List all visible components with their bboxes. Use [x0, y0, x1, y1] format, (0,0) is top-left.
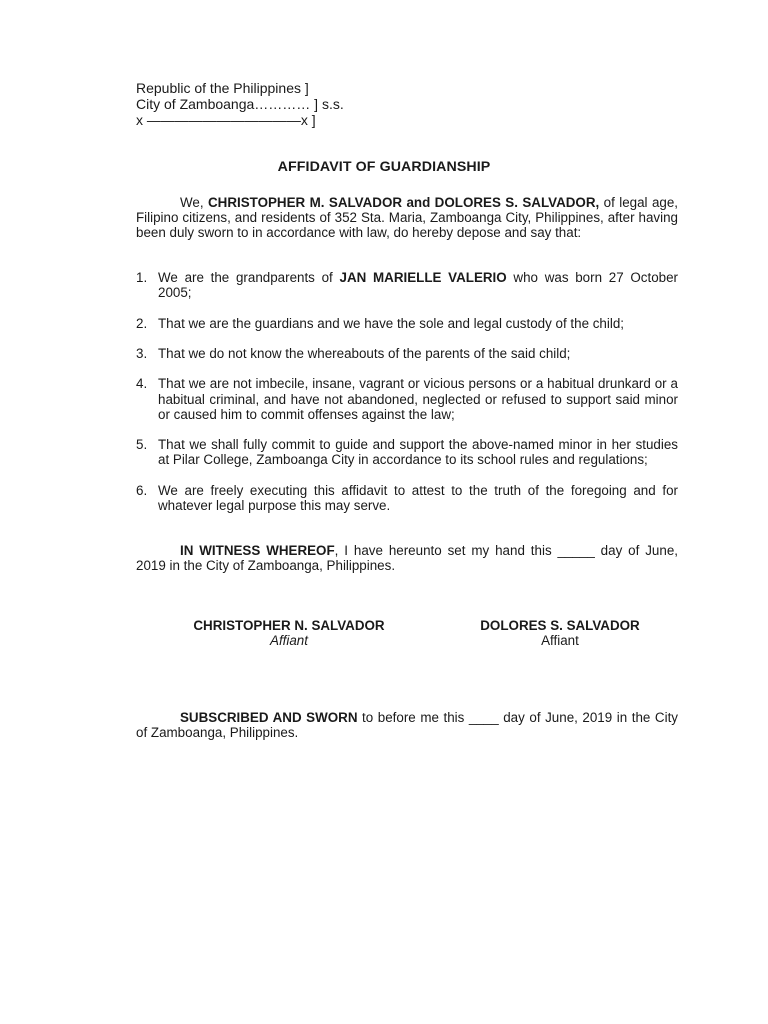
intro-paragraph: [136, 195, 678, 241]
affiant-label-left: Affiant: [270, 633, 308, 649]
statements-list: [136, 270, 678, 528]
statement-number: 5.: [136, 437, 148, 453]
affiant-name-left: CHRISTOPHER N. SALVADOR: [193, 618, 385, 633]
statement-item: [136, 376, 678, 422]
jurat-paragraph: [136, 710, 678, 740]
statement-text: That we are not imbecile, insane, vagrant or vicious persons or a habitual drunkard or a habitual criminal, and have not abandoned, neglected or refused to support said minor or caused him to commit offenses against the law;: [158, 376, 678, 422]
statement-text-post: who was born 27 October 2005;: [158, 270, 679, 301]
statement-item: [136, 346, 678, 361]
statement-item: [136, 316, 678, 331]
statement-text: We are freely executing this affidavit to attest to the truth of the foregoing and for whatever legal purpose this may serve.: [158, 482, 678, 513]
affiant-label-right: Affiant: [541, 633, 579, 649]
caption-city: City of Zamboanga………… ] s.s.: [136, 96, 344, 112]
caption-republic: Republic of the Philippines ]: [136, 80, 309, 96]
statement-number: 4.: [136, 376, 148, 392]
statement-number: 1.: [136, 270, 148, 285]
intro-prefix: We,: [180, 195, 208, 210]
statement-number: 3.: [136, 345, 148, 361]
statement-text: That we shall fully commit to guide and support the above-named minor in her studies at Pilar College, Zamboanga City in accordance to its school rules and regulations;: [158, 437, 678, 468]
signature-block-left: [180, 618, 398, 648]
statement-text: That we are the guardians and we have the sole and legal custody of the child;: [158, 315, 624, 331]
document-title: AFFIDAVIT OF GUARDIANSHIP: [277, 159, 491, 175]
statement-number: 2.: [136, 315, 148, 331]
statement-item: [136, 483, 678, 513]
affiant-name-right: DOLORES S. SALVADOR: [480, 618, 640, 633]
witness-paragraph: [136, 543, 678, 573]
statement-text: That we do not know the whereabouts of the parents of the said child;: [158, 345, 571, 361]
venue-caption: [136, 80, 344, 128]
witness-heading: IN WITNESS WHEREOF: [180, 543, 335, 558]
signature-block-right: [468, 618, 652, 648]
affiant-names: CHRISTOPHER M. SALVADOR and DOLORES S. SALVADOR,: [207, 195, 600, 210]
caption-separator: x ———————————x ]: [136, 112, 316, 128]
statement-item: [136, 270, 678, 300]
minor-name: JAN MARIELLE VALERIO: [339, 270, 507, 285]
witness-text: , I have hereunto set my hand this _____ day of June, 2019 in the City of Zamboanga, Philippines.: [136, 543, 678, 574]
statement-text-pre: We are the grandparents of: [158, 270, 340, 285]
statement-number: 6.: [136, 482, 148, 498]
jurat-heading: SUBSCRIBED AND SWORN: [180, 710, 358, 725]
intro-rest: of legal age, Filipino citizens, and residents of 352 Sta. Maria, Zamboanga City, Philippines, after having been duly sworn to in accordance with law, do hereby depose and say that:: [136, 195, 679, 241]
statement-item: [136, 437, 678, 467]
jurat-text: to before me this ____ day of June, 2019 in the City of Zamboanga, Philippines.: [136, 710, 678, 741]
